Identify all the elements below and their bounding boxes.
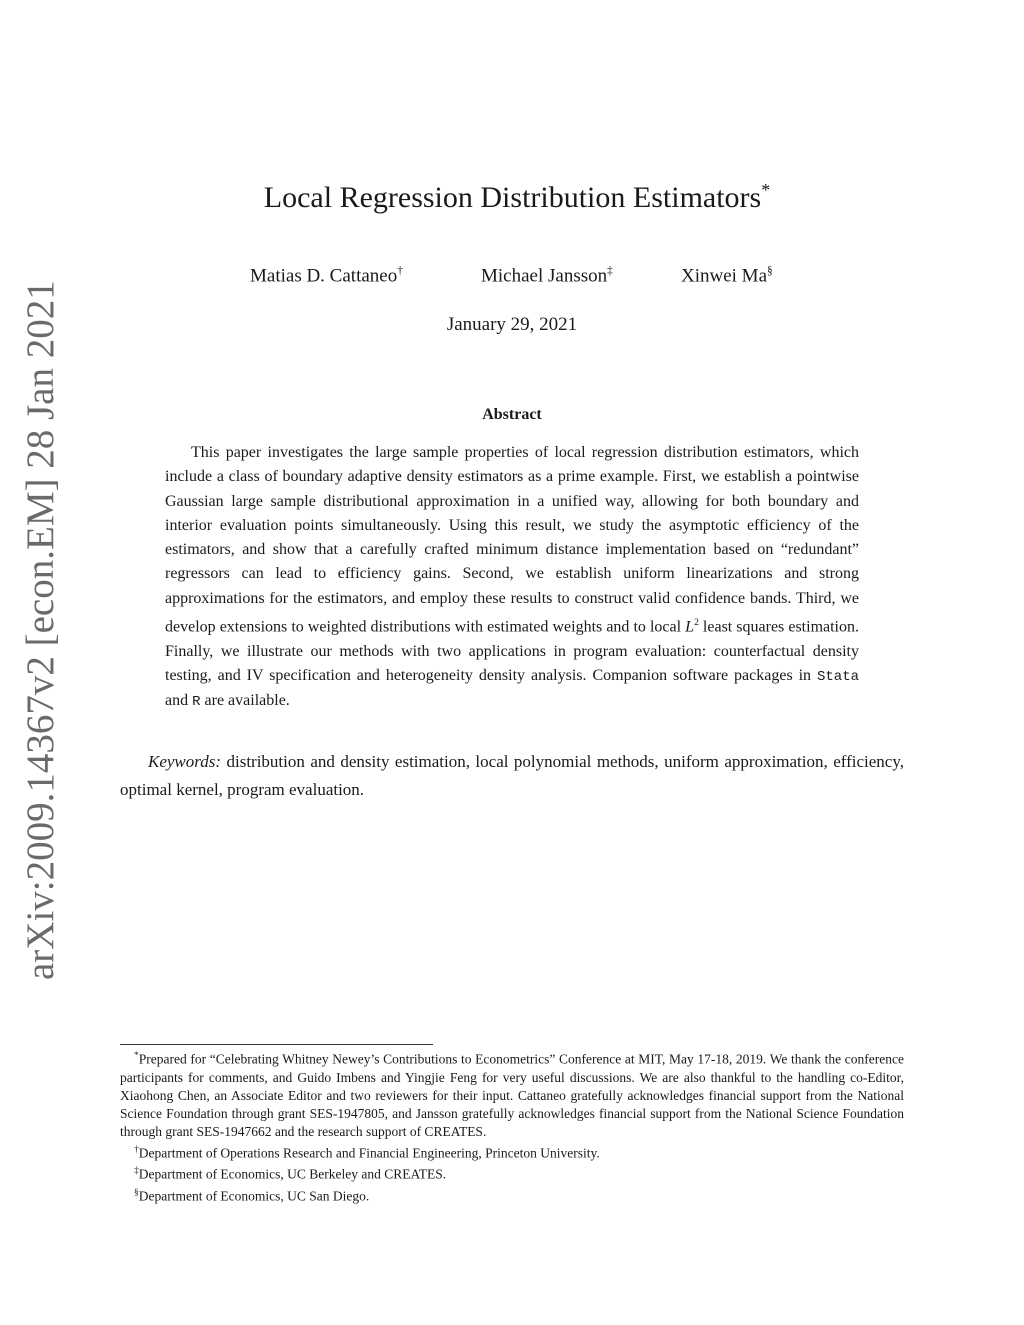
footnote-text: Department of Economics, UC San Diego. [138,1188,370,1203]
abstract-text: and [165,692,193,710]
author-list [0,265,1024,295]
arxiv-identifier: arXiv:2009.14367v2 [econ.EM] 28 Jan 2021 [19,280,62,980]
author-name: Xinwei Ma [681,265,768,287]
author-name: Matias D. Cattaneo [250,265,398,287]
author-footnote-mark: † [397,265,403,277]
abstract-text: are available. [200,692,290,710]
footnote-divider [120,1044,433,1045]
footnote-text: Department of Economics, UC Berkeley and CREATES. [138,1166,447,1182]
author-footnote-mark: ‡ [607,265,613,277]
footnote-jansson [120,1162,904,1184]
abstract-heading: Abstract [482,406,542,423]
author-jansson [481,265,613,287]
keywords [120,748,904,804]
abstract-text: This paper investigates the large sample properties of local regression distribution estimators, which include a class of boundary adaptive density estimators as a prime example. First, we establish a pointwise Gaussian large sample distributional approximation in a unified way, allowing for both boundary and interior evaluation points simultaneously. Using this result, we study the asymptotic efficiency of the estimators, and show that a carefully crafted minimum distance implementation based on “redundant” regressors can lead to efficiency gains. Second, we establish uniform linearizations and strong approximations for the estimators, and employ these results to construct valid confidence bands. Third, we develop extensions to weighted distributions with estimated weights and to local [165,444,859,636]
author-footnote-mark: § [767,265,773,277]
l2-exponent: 2 [694,617,699,629]
footnote-cattaneo [120,1141,904,1163]
abstract-text: least squares estimation. Finally, we illustrate our methods with two applications in program evaluation: counterfactual density testing, and IV specification and heterogeneity density analysis. Companion software packages in [165,618,860,684]
footnote-ma [120,1184,904,1206]
author-ma [681,265,773,287]
keywords-label: Keywords: [148,752,222,771]
footnotes [120,1047,904,1205]
footnote-mark: * [134,1051,139,1061]
author-name: Michael Jansson [481,265,608,287]
footnote-mark: § [134,1187,139,1198]
keywords-text: distribution and density estimation, local polynomial methods, uniform approximation, efficiency, optimal kernel, program evaluation. [120,752,904,799]
publication-date: January 29, 2021 [446,314,578,335]
software-stata: Stata [816,669,859,685]
software-r: R [192,694,201,711]
footnote-mark: ‡ [134,1166,139,1176]
author-cattaneo [250,265,403,287]
footnote-text: Prepared for “Celebrating Whitney Newey’s Contributions to Econometrics” Conference at MIT, May 17-18, 2019. We thank the conference participants for comments, and Guido Imbens and Yingjie Feng for very useful discussions. We are also thankful to the handling co-Editor, Xiaohong Chen, an Associate Editor and two reviewers for their input. Cattaneo gratefully acknowledges financial support from the National Science Foundation through grant SES-1947805, and Jansson gratefully acknowledges financial support from the National Science Foundation through grant SES-1947662 and the research support of CREATES. [120,1051,904,1139]
paper-title-text: Local Regression Distribution Estimators [263,181,762,214]
abstract-body [165,441,859,715]
footnote-mark: † [134,1144,139,1155]
footnote-text: Department of Operations Research and Financial Engineering, Princeton University. [138,1145,600,1160]
footnote-funding [120,1047,904,1141]
l2-symbol: L [685,618,695,636]
title-footnote-mark: * [761,180,771,200]
paper-title [0,180,1024,215]
